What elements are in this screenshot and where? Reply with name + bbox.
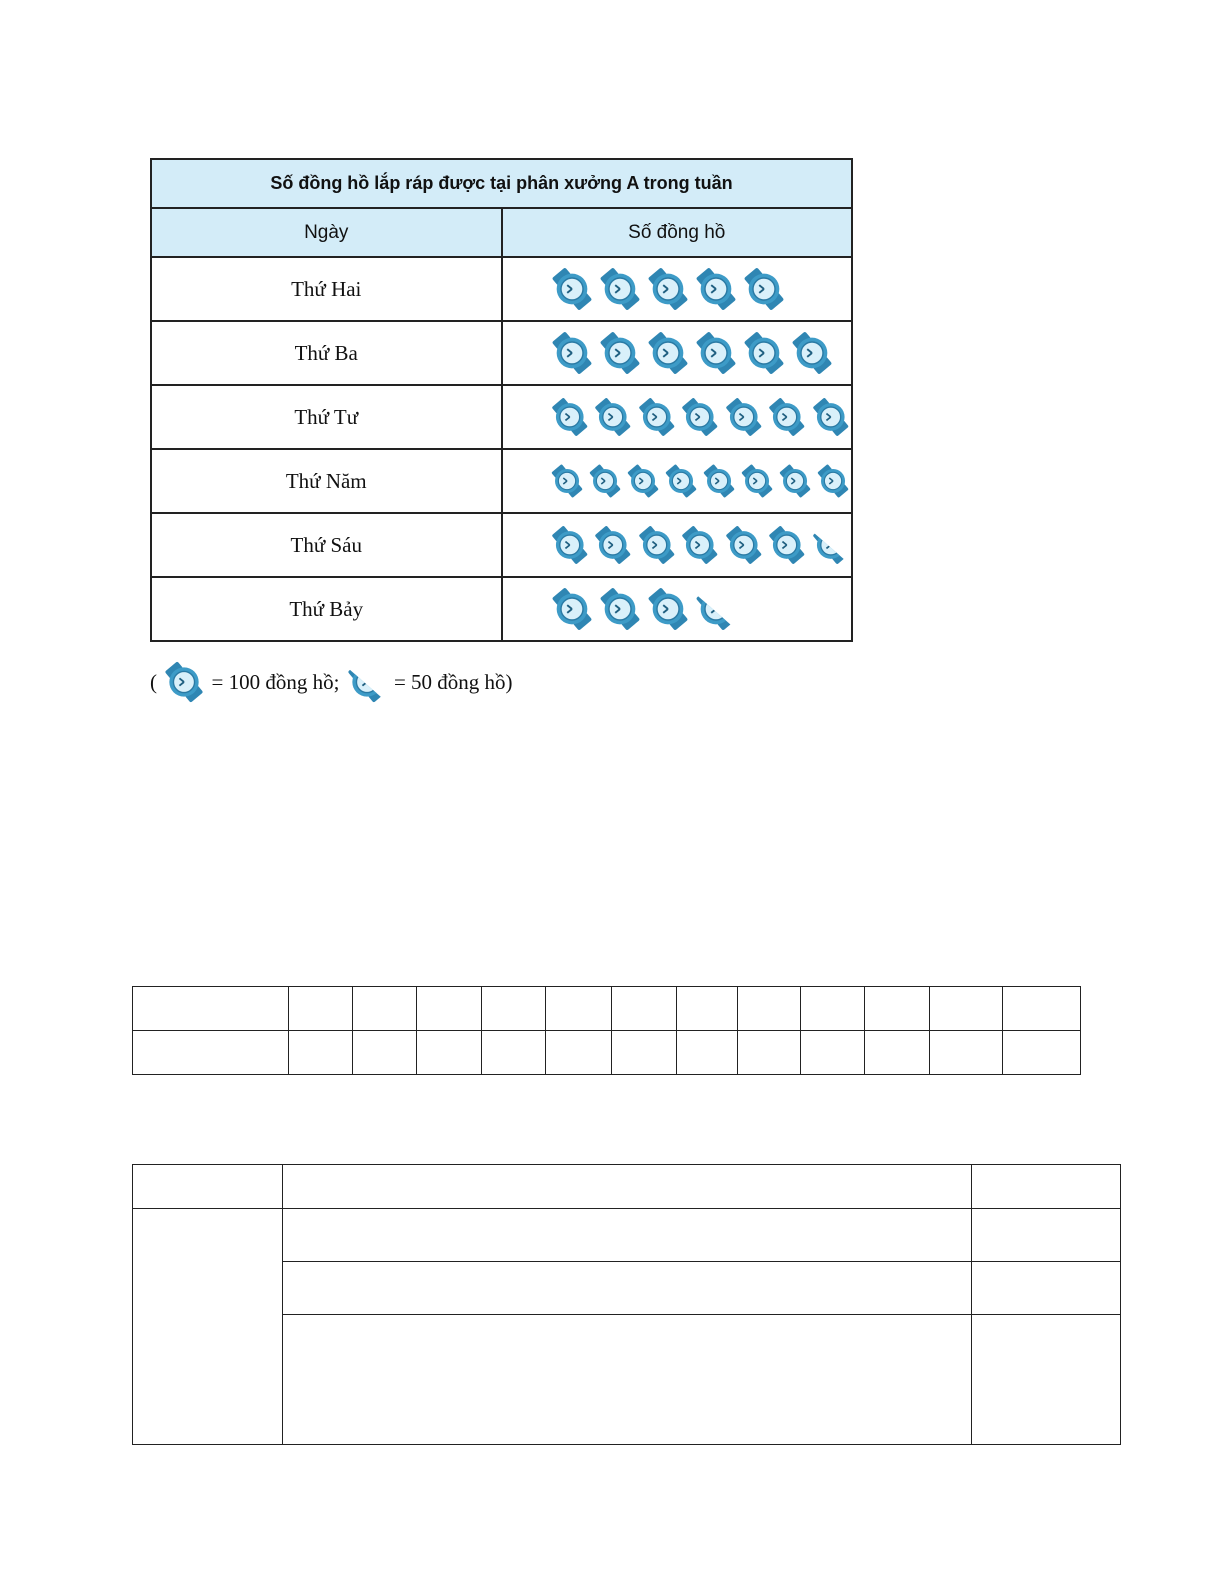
table-cell: [353, 1031, 417, 1075]
table-cell: [612, 1031, 677, 1075]
wristwatch-icon: [549, 522, 591, 568]
table-cell: [738, 987, 801, 1031]
wristwatch-icon: [766, 522, 808, 568]
table-cell: [546, 987, 612, 1031]
wristwatch-icon: [777, 458, 813, 504]
wristwatch-icon: [645, 330, 691, 376]
wristwatch-icon: [693, 266, 739, 312]
table-cell: [801, 1031, 865, 1075]
wristwatch-icon: [549, 458, 585, 504]
table-cell: [289, 987, 353, 1031]
table-cell: [865, 1031, 930, 1075]
icon-row: [549, 394, 852, 440]
table-cell: [1003, 987, 1081, 1031]
wristwatch-icon: [766, 394, 808, 440]
legend-open-paren: (: [150, 669, 163, 694]
column-header-day: Ngày: [151, 208, 502, 257]
pictogram-row: [151, 385, 852, 449]
table-cell: [1003, 1031, 1081, 1075]
wristwatch-icon: [645, 586, 691, 632]
table-cell: [417, 987, 482, 1031]
half-wristwatch-icon: [693, 586, 739, 632]
wristwatch-icon: [679, 394, 721, 440]
legend-half-text: = 50 đồng hồ): [388, 669, 513, 694]
icon-row: [549, 458, 852, 504]
wristwatch-icon: [645, 266, 691, 312]
table-cell: [865, 987, 930, 1031]
table-cell: [972, 1315, 1121, 1445]
wristwatch-icon: [549, 586, 595, 632]
wristwatch-icon: [597, 266, 643, 312]
table-cell: [133, 1165, 283, 1209]
icon-row: [549, 522, 852, 568]
wristwatch-icon: [636, 522, 678, 568]
pictogram-row: [151, 257, 852, 321]
table-cell: [677, 1031, 738, 1075]
table-cell: [482, 987, 546, 1031]
pictogram-row: [151, 513, 852, 577]
wristwatch-icon: [723, 522, 765, 568]
table-row: [133, 1031, 1081, 1075]
icon-cell: [502, 513, 853, 577]
table-row: [133, 1165, 1121, 1209]
table-cell: [738, 1031, 801, 1075]
rubric-table: [132, 1164, 1121, 1445]
wristwatch-icon: [636, 394, 678, 440]
table-cell: [677, 987, 738, 1031]
icon-cell: [502, 257, 853, 321]
icon-row: [549, 266, 852, 312]
frequency-table: [132, 986, 1081, 1075]
table-row: [133, 987, 1081, 1031]
wristwatch-icon: [663, 458, 699, 504]
wristwatch-icon: [815, 458, 851, 504]
day-label: Thứ Tư: [151, 385, 502, 449]
table-cell: [930, 987, 1003, 1031]
wristwatch-icon: [739, 458, 775, 504]
wristwatch-icon: [810, 394, 852, 440]
wristwatch-icon: [549, 266, 595, 312]
table-cell: [283, 1262, 972, 1315]
wristwatch-icon: [625, 458, 661, 504]
wristwatch-icon: [741, 266, 787, 312]
half-wristwatch-icon: [810, 522, 852, 568]
wristwatch-icon: [162, 660, 206, 704]
icon-row: [549, 586, 852, 632]
wristwatch-icon: [592, 522, 634, 568]
table-cell: [417, 1031, 482, 1075]
wristwatch-icon: [587, 458, 623, 504]
wristwatch-icon: [592, 394, 634, 440]
table-cell: [283, 1165, 972, 1209]
pictogram-table: [150, 158, 853, 642]
icon-cell: [502, 449, 853, 513]
wristwatch-icon: [549, 394, 591, 440]
table-cell: [353, 987, 417, 1031]
wristwatch-icon: [693, 330, 739, 376]
table-cell: [133, 1209, 283, 1445]
day-label: Thứ Bảy: [151, 577, 502, 641]
icon-cell: [502, 577, 853, 641]
pictogram-title: Số đồng hồ lắp ráp được tại phân xưởng A trong tuần: [151, 159, 852, 208]
wristwatch-icon: [597, 586, 643, 632]
table-cell: [133, 987, 289, 1031]
wristwatch-icon: [723, 394, 765, 440]
pictogram-row: [151, 449, 852, 513]
wristwatch-icon: [701, 458, 737, 504]
table-cell: [133, 1031, 289, 1075]
pictogram-legend: [150, 660, 513, 704]
legend-full-text: = 100 đồng hồ;: [206, 669, 345, 694]
day-label: Thứ Năm: [151, 449, 502, 513]
table-cell: [930, 1031, 1003, 1075]
table-row: [133, 1209, 1121, 1262]
day-label: Thứ Hai: [151, 257, 502, 321]
table-cell: [546, 1031, 612, 1075]
table-cell: [283, 1209, 972, 1262]
pictogram-body: [151, 257, 852, 641]
table-cell: [972, 1165, 1121, 1209]
wristwatch-icon: [789, 330, 835, 376]
table-cell: [482, 1031, 546, 1075]
icon-cell: [502, 321, 853, 385]
pictogram-row: [151, 577, 852, 641]
icon-row: [549, 330, 852, 376]
column-header-count: Số đồng hồ: [502, 208, 853, 257]
table-cell: [289, 1031, 353, 1075]
wristwatch-icon: [679, 522, 721, 568]
half-wristwatch-icon: [345, 660, 389, 704]
day-label: Thứ Sáu: [151, 513, 502, 577]
table-cell: [612, 987, 677, 1031]
wristwatch-icon: [549, 330, 595, 376]
pictogram-row: [151, 321, 852, 385]
icon-cell: [502, 385, 853, 449]
table-cell: [972, 1262, 1121, 1315]
table-cell: [283, 1315, 972, 1445]
wristwatch-icon: [597, 330, 643, 376]
table-cell: [801, 987, 865, 1031]
table-cell: [972, 1209, 1121, 1262]
wristwatch-icon: [741, 330, 787, 376]
day-label: Thứ Ba: [151, 321, 502, 385]
pictogram-figure: [150, 158, 853, 642]
